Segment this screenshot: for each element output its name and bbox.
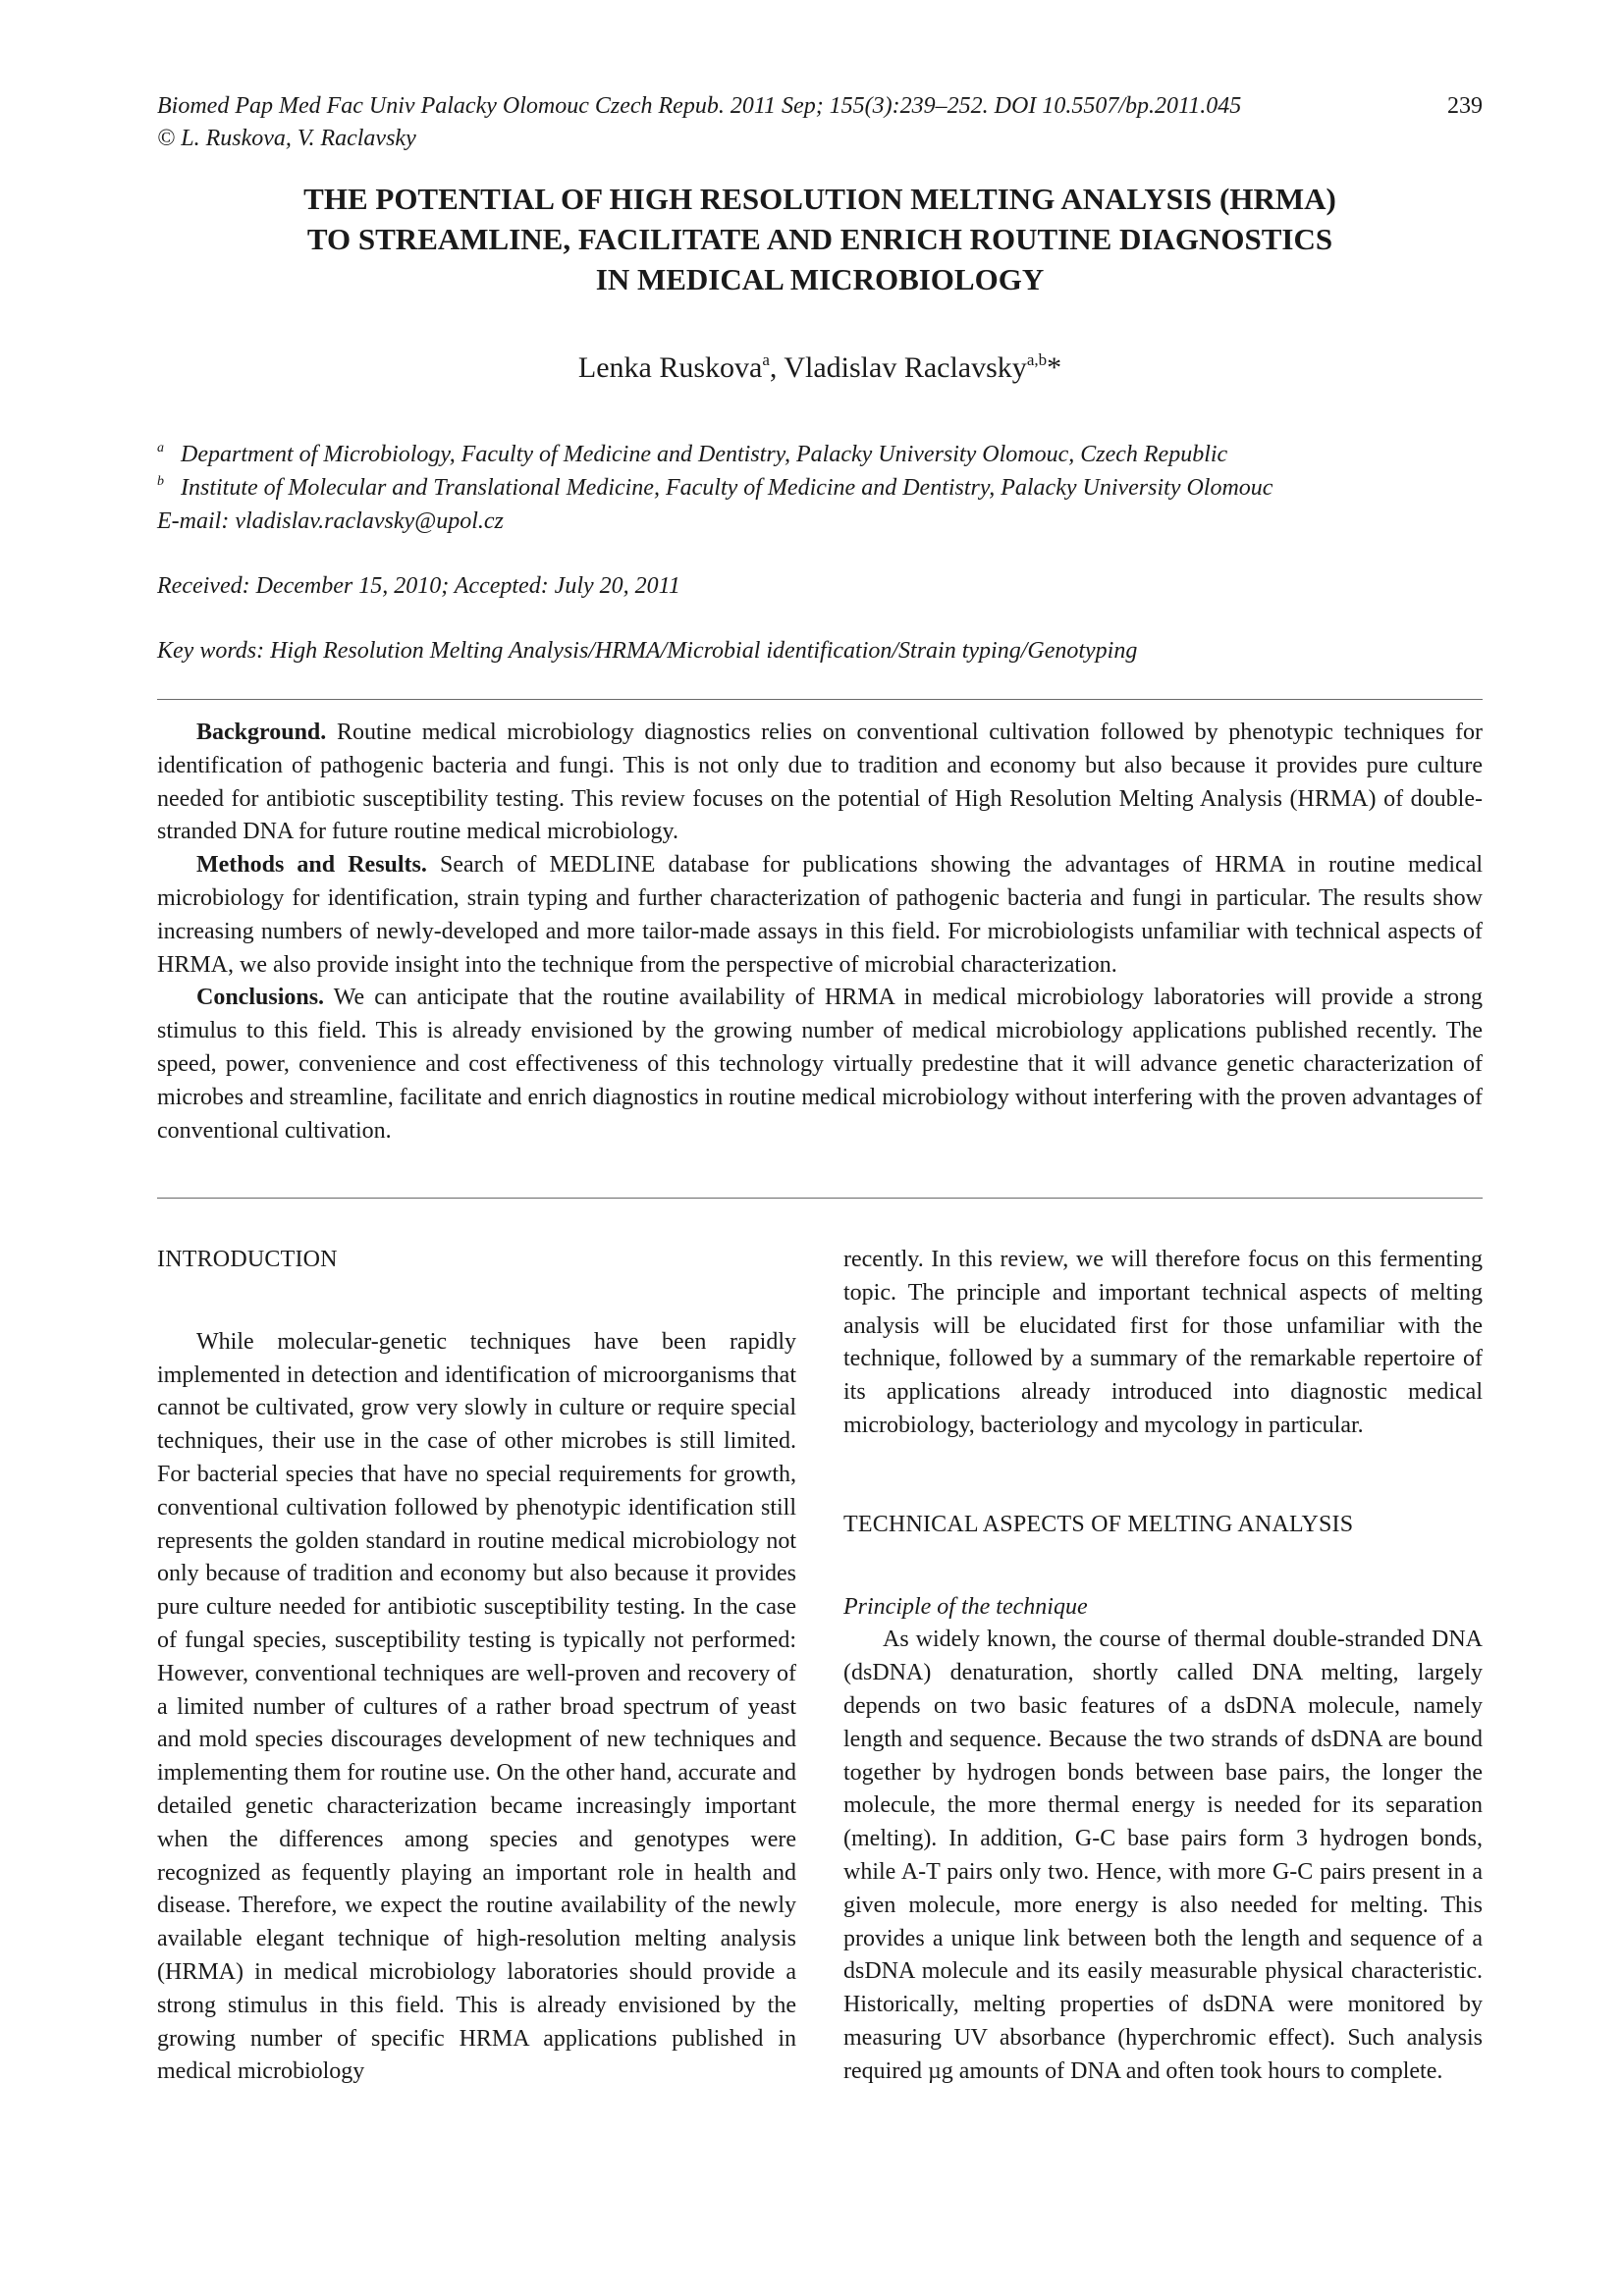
- author-list: [157, 351, 1483, 385]
- page-number: 239: [1447, 93, 1483, 119]
- received-dates: Received: December 15, 2010; Accepted: July 20, 2011: [157, 573, 680, 599]
- intro-paragraph: While molecular-genetic techniques have been rapidly implemented in detection and identification of microorganisms that cannot be cultivated, grow very slowly in culture or require special techniques, their use in the case of other microbes is still limited. For bacterial species that have no special requirements for growth, conventional cultivation followed by phenotypic identification still represents the golden standard in routine medical microbiology not only because of tradition and economy but also because it provides pure culture needed for antibiotic susceptibility testing. In the case of fungal species, susceptibility testing is typically not performed: However, conventional techniques are well-proven and recovery of a limited number of cultures of a rather broad spectrum of yeast and mold species discourages development of new techniques and implementing them for routine use. On the other hand, accurate and detailed genetic characterization became increasingly important when the differences among species and genotypes were recognized as fequently playing an important role in health and disease. Therefore, we expect the routine availability of the newly available elegant technique of high-resolution melting analysis (HRMA) in medical microbiology laboratories should provide a strong stimulus in this field. This is already envisioned by the growing number of specific HRMA applications published in medical microbiology: [157, 1328, 796, 2085]
- divider-top: [157, 699, 1483, 700]
- column-right: [843, 1244, 1483, 2089]
- abstract-text: Search of MEDLINE database for publications showing the advantages of HRMA in routine medical microbiology for identification, strain typing and further characterization of pathogenic bacteria and fungi in particular. The results show increasing numbers of newly-developed and more tailor-made assays in this field. For microbiologists unfamiliar with technical aspects of HRMA, we also provide insight into the technique from the perspective of microbial characterization.: [157, 852, 1484, 978]
- abstract-label: Background.: [196, 720, 327, 745]
- intro-paragraph-continued: recently. In this review, we will therefore focus on this fermenting topic. The principle and important technical aspects of melting analysis will be elucidated first for those unfamiliar with the technique, followed by a summary of the remarkable repertoire of its applications already introduced into diagnostic medical microbiology, bacteriology and mycology in particular.: [843, 1247, 1483, 1438]
- title-line-2: TO STREAMLINE, FACILITATE AND ENRICH ROUTINE DIAGNOSTICS: [306, 222, 1333, 256]
- affiliation-text: Institute of Molecular and Translational Medicine, Faculty of Medicine and Dentistry, Palacky University Olomouc: [181, 475, 1273, 501]
- title-line-1: THE POTENTIAL OF HIGH RESOLUTION MELTING ANALYSIS (HRMA): [303, 182, 1336, 216]
- affiliation-b: [157, 471, 1492, 505]
- title-line-3: IN MEDICAL MICROBIOLOGY: [595, 262, 1045, 296]
- running-head: [157, 90, 1483, 155]
- abstract-methods: [157, 849, 1483, 982]
- affiliations: [157, 438, 1492, 538]
- abstract-text: Routine medical microbiology diagnostics relies on conventional cultivation followed by phenotypic techniques for identification of pathogenic bacteria and fungi. This is not only due to tradition and economy but also because it provides pure culture needed for antibiotic susceptibility testing. This review focuses on the potential of High Resolution Melting Analysis (HRMA) of double-stranded DNA for future routine medical microbiology.: [157, 720, 1483, 845]
- author-affil-mark: a: [762, 350, 770, 369]
- affiliation-mark: b: [157, 474, 164, 489]
- affiliation-mark: a: [157, 441, 164, 455]
- author-separator: ,: [769, 351, 785, 384]
- abstract-background: [157, 717, 1483, 849]
- subsection-heading-principle: Principle of the technique: [843, 1593, 1088, 1620]
- abstract: [157, 717, 1483, 1148]
- section-heading-introduction: INTRODUCTION: [157, 1247, 338, 1272]
- abstract-label: Conclusions.: [196, 985, 325, 1011]
- abstract-conclusions: [157, 982, 1483, 1148]
- abstract-label: Methods and Results.: [196, 852, 427, 879]
- author-affil-mark: a,b: [1026, 350, 1048, 369]
- copyright-line: © L. Ruskova, V. Raclavsky: [157, 126, 416, 151]
- email-line: E-mail: vladislav.raclavsky@upol.cz: [157, 508, 504, 534]
- section-heading-technical: TECHNICAL ASPECTS OF MELTING ANALYSIS: [843, 1511, 1354, 1537]
- affiliation-text: Department of Microbiology, Faculty of Medicine and Dentistry, Palacky University Olomouc, Czech Republic: [181, 442, 1228, 467]
- column-left: [157, 1244, 796, 2089]
- keywords: Key words: High Resolution Melting Analysis/HRMA/Microbial identification/Strain typing/Genotyping: [157, 638, 1138, 664]
- technical-paragraph: As widely known, the course of thermal double-stranded DNA (dsDNA) denaturation, shortly called DNA melting, largely depends on two basic features of a dsDNA molecule, namely length and sequence. Because the two strands of dsDNA are bound together by hydrogen bonds between base pairs, the longer the molecule, the more thermal energy is needed for its separation (melting). In addition, G-C base pairs form 3 hydrogen bonds, while A-T pairs only two. Hence, with more G-C pairs present in a given molecule, more energy is also needed for melting. This provides a unique link between both the length and sequence of a dsDNA molecule and its easily measurable physical characteristic. Historically, melting properties of dsDNA were monitored by measuring UV absorbance (hyperchromic effect). Such analysis required µg amounts of DNA and often took hours to complete.: [843, 1627, 1483, 2084]
- divider-bottom: [157, 1198, 1483, 1199]
- author-name: Lenka Ruskova: [577, 351, 763, 384]
- abstract-text: We can anticipate that the routine availability of HRMA in medical microbiology laboratories will provide a strong stimulus to this field. This is already envisioned by the growing number of medical microbiology applications published recently. The speed, power, convenience and cost effectiveness of this technology virtually predestine that it will advance genetic characterization of microbes and streamline, facilitate and enrich diagnostics in routine medical microbiology without interfering with the proven advantages of conventional cultivation.: [157, 985, 1483, 1144]
- article-title: [157, 179, 1483, 299]
- journal-citation: Biomed Pap Med Fac Univ Palacky Olomouc Czech Repub. 2011 Sep; 155(3):239–252. DOI 10.5507/bp.2011.045: [157, 93, 1242, 119]
- corresponding-star: *: [1047, 351, 1062, 384]
- author-name: Vladislav Raclavsky: [784, 351, 1027, 384]
- affiliation-a: [157, 438, 1492, 471]
